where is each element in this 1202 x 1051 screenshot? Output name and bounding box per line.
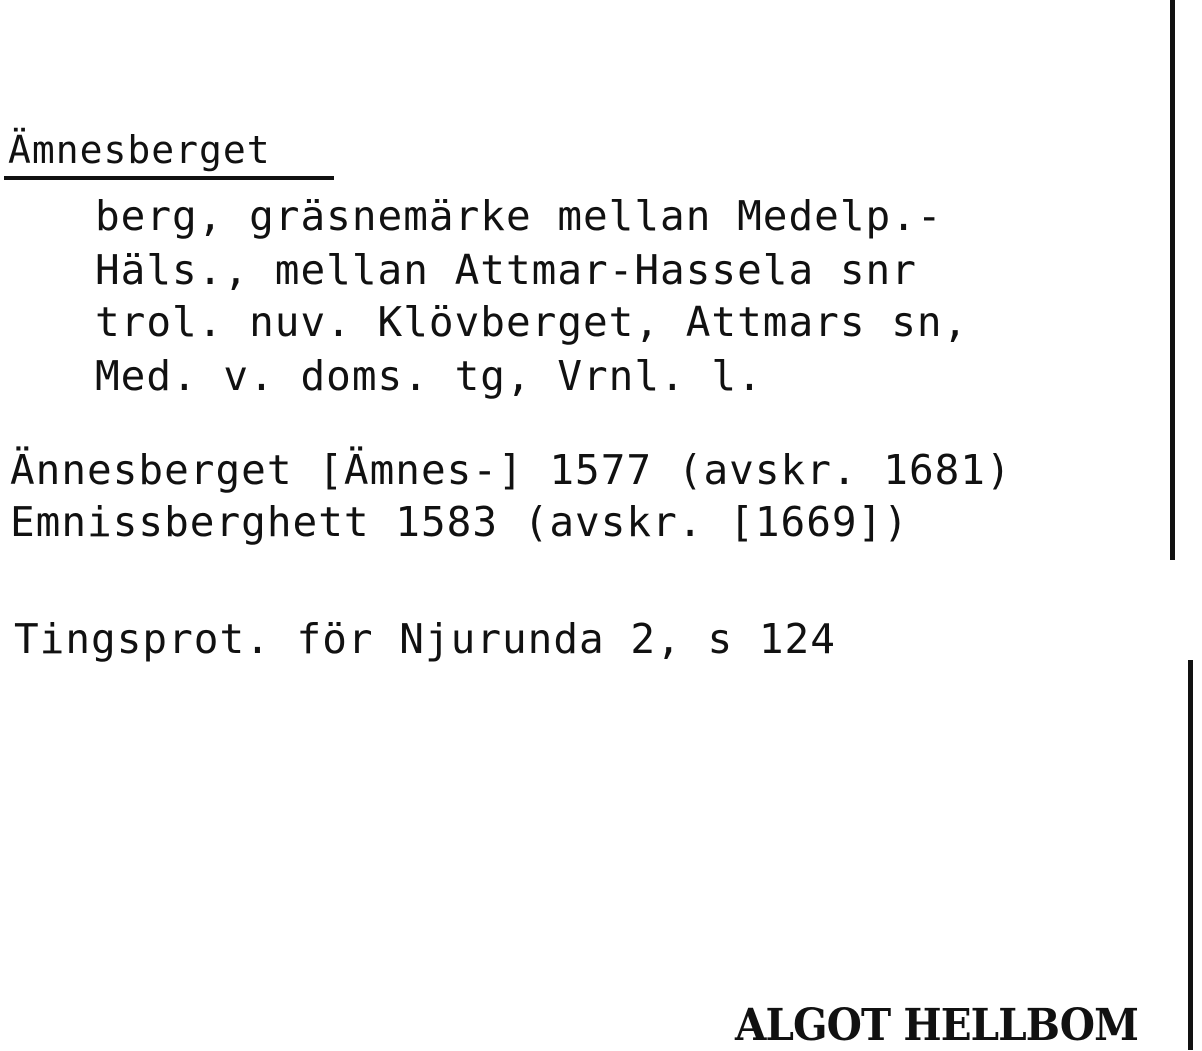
source-reference: Tingsprot. för Njurunda 2, s 124 — [14, 615, 836, 663]
collector-stamp: ALGOT HELLBOM — [735, 1000, 1139, 1051]
description-line-1: berg, gräsnemärke mellan Medelp.- — [95, 192, 943, 240]
heading-underline — [4, 176, 334, 180]
historical-form-1: Ännesberget [Ämnes-] 1577 (avskr. 1681) — [10, 446, 1012, 494]
historical-form-2: Emnissberghett 1583 (avskr. [1669]) — [10, 498, 909, 546]
description-line-4: Med. v. doms. tg, Vrnl. l. — [95, 352, 763, 400]
description-line-3: trol. nuv. Klövberget, Attmars sn, — [95, 298, 969, 346]
card-edge-line — [1170, 0, 1175, 560]
card-edge-line-lower — [1188, 660, 1193, 1050]
description-line-2: Häls., mellan Attmar-Hassela snr — [95, 246, 917, 294]
card-heading: Ämnesberget — [8, 128, 271, 172]
